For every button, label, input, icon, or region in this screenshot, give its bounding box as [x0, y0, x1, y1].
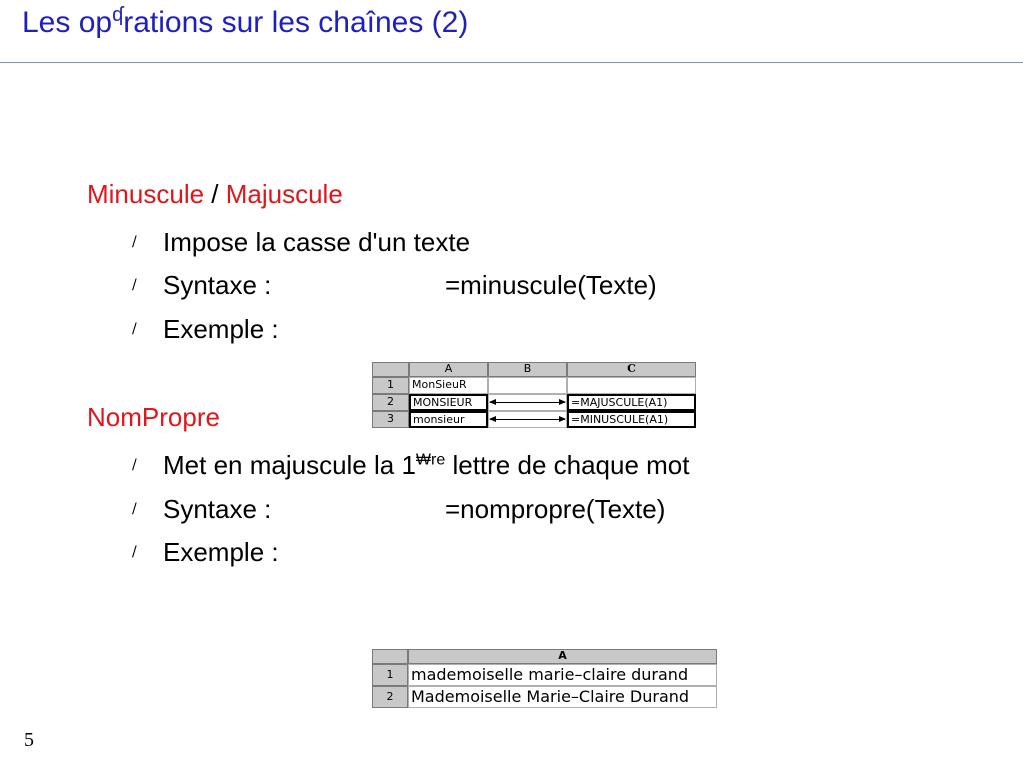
row-number: 1: [372, 664, 408, 686]
double-arrow-row2: [490, 402, 565, 403]
syntax-value: =minuscule(Texte): [445, 270, 657, 300]
title-divider: [0, 62, 1023, 63]
cell-a1: mademoiselle marie–claire durand: [408, 664, 717, 686]
bullet-mark: /: [132, 321, 137, 337]
bullet-text: Met en majuscule la $1^{₩re}$ lettre de chaque mot: [163, 450, 690, 480]
row-number: 3: [372, 411, 409, 428]
cell-a3: monsieur: [409, 411, 488, 428]
section-heading-minuscule-majuscule: [87, 179, 343, 210]
bullet-mark: /: [132, 277, 137, 293]
section-heading-nompropre: NomPropre: [87, 402, 220, 432]
bullet-mark: /: [132, 501, 137, 517]
cell-c3: =MINUSCULE(A1): [567, 411, 696, 428]
example-spreadsheet-nompropre: [372, 649, 717, 709]
slide-title: Les $op^ʠrations$ sur les chaînes (2): [22, 4, 469, 39]
row-number: 2: [372, 686, 408, 708]
bullet-mark: /: [132, 234, 137, 250]
column-header-a: A: [408, 649, 717, 664]
row-number: 1: [372, 377, 409, 394]
title-odd-glyph: ʠ: [112, 4, 124, 26]
page-number: 5: [24, 729, 34, 751]
cell-a2: Mademoiselle Marie–Claire Durand: [408, 686, 717, 708]
cell-c2: =MAJUSCULE(A1): [567, 394, 696, 411]
bullet-mark: /: [132, 544, 137, 560]
syntax-value: =nompropre(Texte): [445, 494, 666, 524]
ordinal-superscript: ₩re: [415, 451, 446, 469]
double-arrow-row3: [490, 419, 565, 420]
bullet-mark: /: [132, 457, 137, 473]
cell-a2: MONSIEUR: [409, 394, 488, 411]
column-header-a: A: [409, 362, 488, 377]
bullet-text: Syntaxe :: [163, 270, 272, 300]
bullet-text: Exemple :: [163, 314, 279, 344]
corner-cell: [372, 362, 409, 377]
example-spreadsheet-case: [372, 362, 696, 428]
heading-minuscule: Minuscule: [87, 179, 205, 209]
cell-a1: MonSieuR: [409, 377, 488, 394]
column-header-c: C: [567, 362, 696, 377]
heading-majuscule: Majuscule: [225, 179, 343, 209]
corner-cell: [372, 649, 408, 664]
cell-b1: [488, 377, 567, 394]
bullet-text: Syntaxe :: [163, 494, 272, 524]
column-header-b: B: [488, 362, 567, 377]
bullet-text: Exemple :: [163, 537, 279, 567]
bullet-text: Impose la casse d'un texte: [163, 227, 471, 257]
row-number: 2: [372, 394, 409, 411]
cell-c1: [567, 377, 696, 394]
heading-separator: /: [204, 179, 226, 209]
